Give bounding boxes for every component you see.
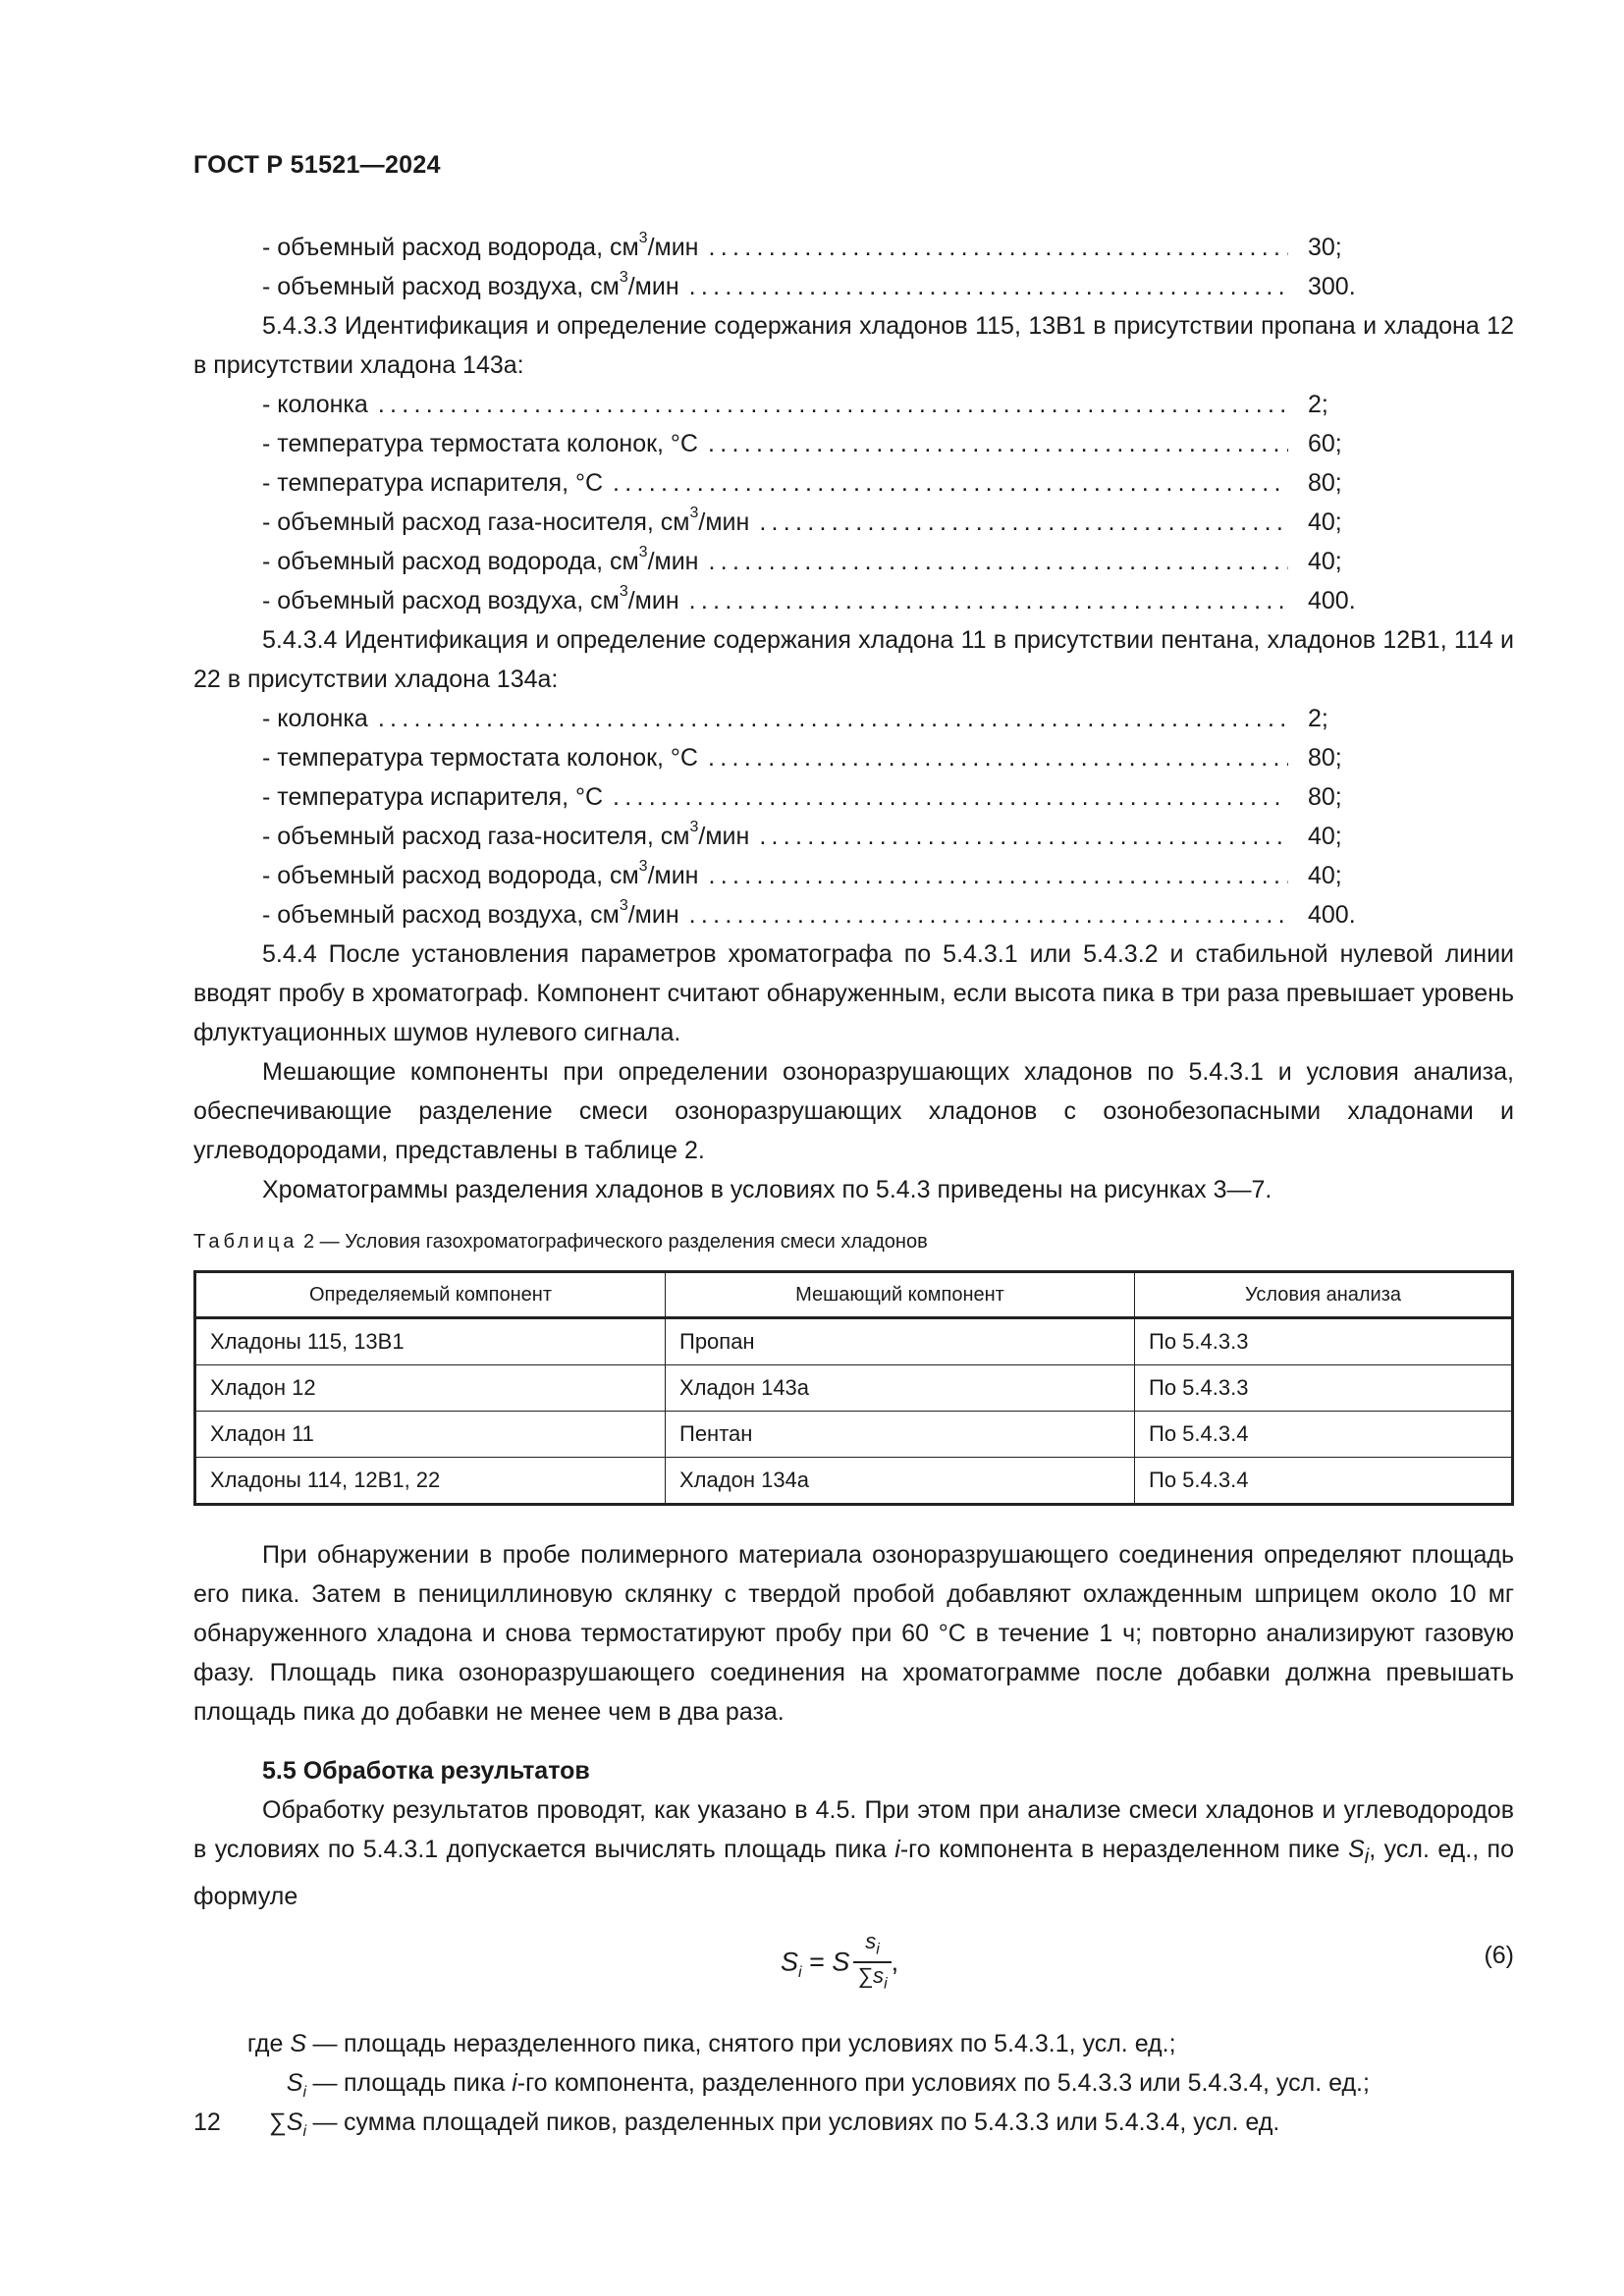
table-caption: Таблица 2 — Условия газохроматографического разделения смеси хладонов (193, 1231, 928, 1253)
list-item: - температура термостата колонок, °С ..... 60; (193, 424, 1514, 463)
block1-list (193, 228, 1514, 306)
list-value: 30; (1308, 234, 1342, 261)
leader-dots (708, 228, 1288, 267)
column-header: Определяемый компонент (195, 1272, 666, 1318)
table-cell: Хладон 12 (195, 1365, 666, 1412)
conditions-table (193, 1270, 1514, 1506)
paragraph-chromatograms: Хроматограммы разделения хладонов в условиях по 5.4.3 приведены на рисунках 3—7. (262, 1176, 1272, 1203)
block3-list (193, 699, 1514, 934)
where-definitions (193, 2024, 1514, 2142)
page-content (193, 228, 1514, 2142)
list-item: - объемный расход воздуха, $см^3$/мин ..... 400. (193, 895, 1514, 934)
table-cell: Хладоны 115, 13В1 (195, 1318, 666, 1365)
formula-6 (193, 1916, 1514, 2024)
table-cell: По 5.4.3.3 (1135, 1318, 1513, 1365)
table-cell: По 5.4.3.3 (1135, 1365, 1513, 1412)
list-value: 300. (1308, 273, 1356, 300)
definition-row: $\sum S_i$ — сумма площадей пиков, разделенных при условиях по 5.4.3.3 или 5.4.3.4, усл. ед. (268, 2109, 1280, 2140)
table-header-row (195, 1272, 1513, 1318)
table-row (195, 1412, 1513, 1458)
block2-list (193, 385, 1514, 620)
document-header: ГОСТ Р 51521—2024 (193, 151, 441, 179)
section-heading-5-5: 5.5 Обработка результатов (262, 1757, 590, 1785)
paragraph-5433: 5.4.3.3 Идентификация и определение содержания хладонов 115, 13В1 в присутствии пропана и хладона 12 в присутствии хладона 143а: (193, 312, 1514, 379)
list-item: - колонка ..... 2; (193, 385, 1514, 424)
formula-expression: $S_i = S$ $\frac{s_i}{\sum s_i}$ , (781, 1930, 898, 1998)
paragraph-detection: При обнаружении в пробе полимерного материала озоноразрушающего соединения определяют площадь его пика. Затем в пенициллиновую склянку с твердой пробой добавляют охлажденным шприцем около 10 мг обнаруженного хладона и снова термостатируют пробу при 60 °С в течение 1 ч; повторно анализируют газовую фазу. Площадь пика озоноразрушающего соединения на хроматограмме после добавки должна превышать площадь пика до добавки не менее чем в два раза. (193, 1541, 1514, 1726)
paragraph-544: 5.4.4 После установления параметров хроматографа по 5.4.3.1 или 5.4.3.2 и стабильной нулевой линии вводят пробу в хроматограф. Компонент считают обнаруженным, если высота пика в три раза превышает уровень флуктуационных шумов нулевого сигнала. (193, 940, 1514, 1046)
list-item: - температура испарителя, °С ..... 80; (193, 777, 1514, 817)
page-number: 12 (193, 2109, 221, 2136)
definition-row: $S_i$ — площадь пика i-го компонента, разделенного при условиях по 5.4.3.3 или 5.4.3.4, усл. ед.; (286, 2069, 1370, 2101)
table-cell: Пропан (666, 1318, 1135, 1365)
list-item: - объемный расход воздуха, $см^3$/мин ..... 300. (193, 267, 1514, 306)
table-row (195, 1458, 1513, 1505)
leader-dots (689, 267, 1288, 306)
column-header: Мешающий компонент (666, 1272, 1135, 1318)
definition-row: где S — площадь неразделенного пика, снятого при условиях по 5.4.3.1, усл. ед.; (246, 2030, 1176, 2057)
list-item: - объемный расход водорода, $см^3$/мин ..... 40; (193, 856, 1514, 895)
list-item: - температура испарителя, °С ..... 80; (193, 463, 1514, 503)
list-item: - объемный расход воздуха, $см^3$/мин ..... 400. (193, 581, 1514, 620)
list-item: - температура термостата колонок, °С ..... 80; (193, 738, 1514, 777)
paragraph-5434: 5.4.3.4 Идентификация и определение содержания хладона 11 в присутствии пентана, хладонов 12В1, 114 и 22 в присутствии хладона 134а: (193, 626, 1514, 693)
table-cell: Хладон 11 (195, 1412, 666, 1458)
column-header: Условия анализа (1135, 1272, 1513, 1318)
table-cell: Хладон 143а (666, 1365, 1135, 1412)
table-cell: По 5.4.3.4 (1135, 1412, 1513, 1458)
list-item: - объемный расход водорода, $см^3$/мин ..... 30; (193, 228, 1514, 267)
list-item: - объемный расход газа-носителя, $см^3$/мин ..... 40; (193, 503, 1514, 542)
list-item: - колонка ..... 2; (193, 699, 1514, 738)
table-cell: Хладоны 114, 12В1, 22 (195, 1458, 666, 1505)
table-row (195, 1365, 1513, 1412)
paragraph-interfering: Мешающие компоненты при определении озоноразрушающих хладонов по 5.4.3.1 и условия анализа, обеспечивающие разделение смеси озоноразрушающих хладонов с озонобезопасными хладонами и углеводородами, представлены в таблице 2. (193, 1058, 1514, 1164)
list-item: - объемный расход водорода, $см^3$/мин ..... 40; (193, 542, 1514, 581)
table-cell: Хладон 134а (666, 1458, 1135, 1505)
equation-number: (6) (1484, 1942, 1514, 1969)
table-row (195, 1318, 1513, 1365)
table-cell: Пентан (666, 1412, 1135, 1458)
list-item: - объемный расход газа-носителя, $см^3$/мин ..... 40; (193, 817, 1514, 856)
paragraph-5-5: Обработку результатов проводят, как указано в 4.5. При этом при анализе смеси хладонов и углеводородов в условиях по 5.4.3.1 допускается вычислять площадь пика i-го компонента в неразделенном пике $S_i$, усл. ед., по формуле (193, 1796, 1515, 1910)
table-cell: По 5.4.3.4 (1135, 1458, 1513, 1505)
